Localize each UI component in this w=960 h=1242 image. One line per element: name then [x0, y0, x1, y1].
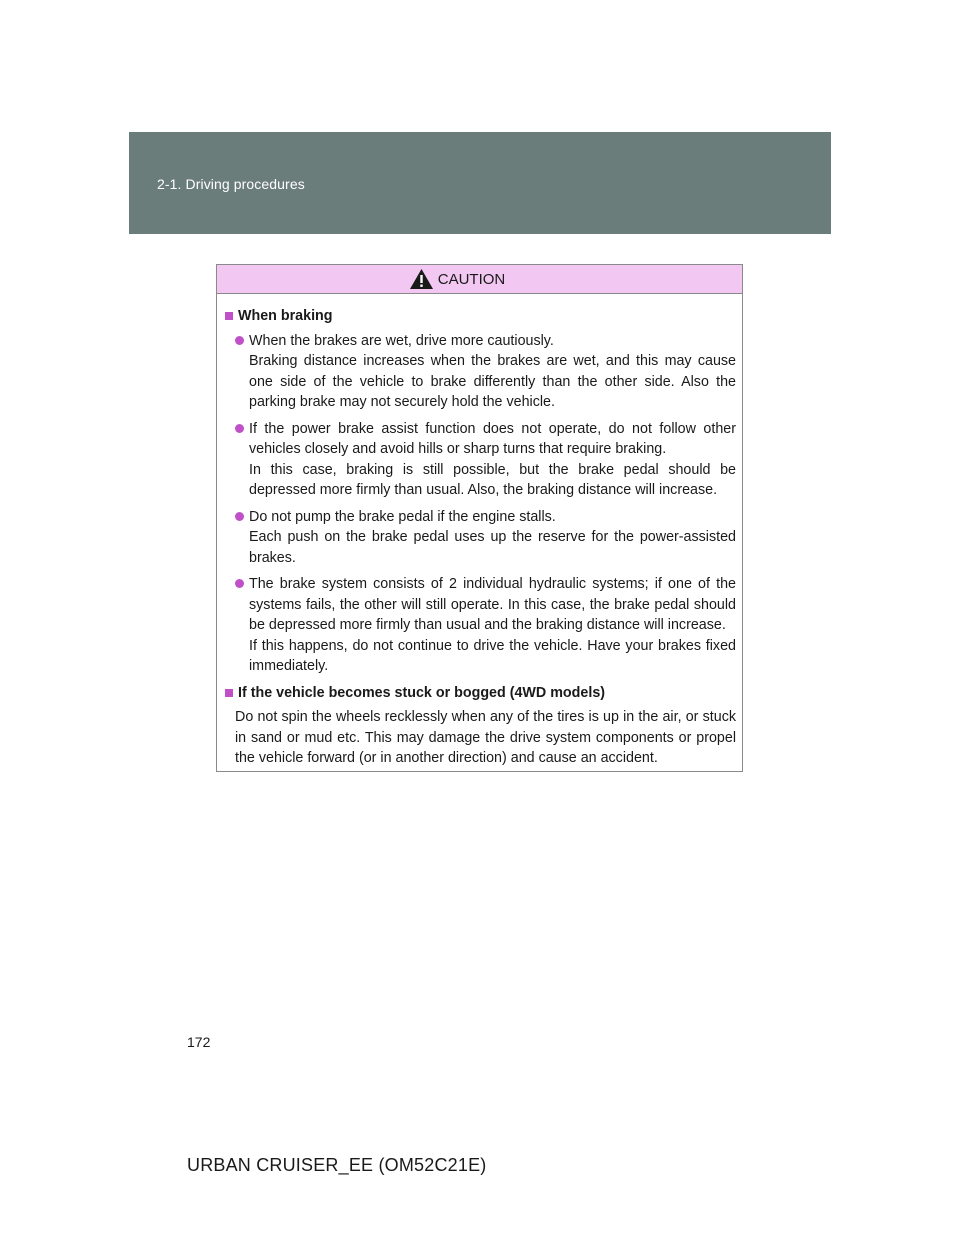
round-bullet-icon	[235, 424, 244, 433]
section-header-band	[129, 132, 831, 234]
square-bullet-icon	[225, 689, 233, 697]
list-item	[235, 419, 736, 501]
list-item	[235, 574, 736, 677]
bullet-line: When the brakes are wet, drive more cautiously.	[249, 332, 554, 349]
section-heading-braking	[225, 306, 736, 327]
section-paragraph: Do not spin the wheels recklessly when any of the tires is up in the air, or stuck in sand or mud etc. This may damage the drive system components or propel the vehicle forward (or in another direction) and cause an accident.	[235, 709, 736, 766]
round-bullet-icon	[235, 512, 244, 521]
section-heading-text: When braking	[238, 308, 333, 324]
bullet-line: Each push on the brake pedal uses up the reserve for the power-assisted brakes.	[249, 529, 736, 566]
caution-body	[217, 294, 742, 769]
bullet-line: In this case, braking is still possible, but the brake pedal should be depressed more firmly than usual. Also, the braking distance will increase.	[249, 461, 736, 498]
caution-box	[216, 264, 743, 772]
bullet-line: Do not pump the brake pedal if the engine stalls.	[249, 508, 556, 525]
section-heading-stuck	[225, 683, 736, 704]
square-bullet-icon	[225, 312, 233, 320]
bullet-line: The brake system consists of 2 individual hydraulic systems; if one of the systems fails, the other will still operate. In this case, the brake pedal should be depressed more firmly than usual and the braking distance will increase.	[249, 576, 736, 633]
list-item	[235, 331, 736, 413]
document-code: URBAN CRUISER_EE (OM52C21E)	[187, 1155, 487, 1175]
round-bullet-icon	[235, 579, 244, 588]
caution-title: CAUTION	[437, 270, 506, 288]
bullet-line: If the power brake assist function does not operate, do not follow other vehicles closely and avoid hills or sharp turns that require braking.	[249, 420, 736, 457]
page-number: 172	[187, 1034, 211, 1050]
section-title: 2-1. Driving procedures	[157, 176, 305, 192]
list-item	[235, 507, 736, 569]
bullet-line: Braking distance increases when the brakes are wet, and this may cause one side of the vehicle to brake differently than the other side. Also the parking brake may not securely hold the vehicle.	[249, 353, 736, 410]
warning-triangle-icon	[409, 268, 434, 290]
section-heading-text: If the vehicle becomes stuck or bogged (4WD models)	[238, 684, 606, 701]
round-bullet-icon	[235, 336, 244, 345]
bullet-line: If this happens, do not continue to drive the vehicle. Have your brakes fixed immediately.	[249, 637, 736, 674]
caution-header	[217, 265, 742, 294]
